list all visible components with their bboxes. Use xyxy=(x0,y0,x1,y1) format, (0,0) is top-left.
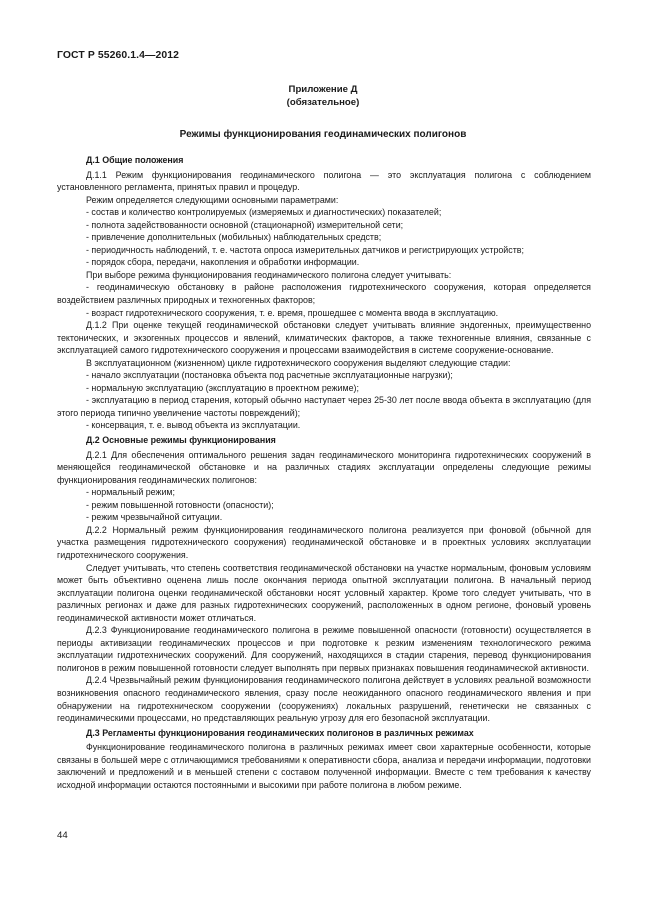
paragraph: Д.1.2 При оценке текущей геодинамической обстановки следует учитывать влияние эндогенных, преимущественно тектонических, и экзогенных процессов и явлений, климатических факторов, а также техногенные влияния, связанные с эксплуатацией самого гидротехнического сооружения и процессами взаимодействия в системе сооружение-основание. xyxy=(57,320,591,356)
paragraph: Режим определяется следующими основными параметрами: xyxy=(86,194,339,205)
paragraph: Д.2.3 Функционирование геодинамического полигона в режиме повышенной опасности (готовности) осуществляется в периоды активизации геодинамических процессов и при подготовке к резким изменениям технологического режима эксплуатации гидротехнических сооружений. Для сооружений, находящихся в стадии старения, перевод функционирования полигонов в режим повышенной готовности следует выполнять при первых признаках повышения геодинамической активности. xyxy=(57,625,591,673)
paragraph: Д.1.1 Режим функционирования геодинамического полигона — это эксплуатация полигона с соблюдением установленного регламента, принятых правил и процедур. xyxy=(57,169,591,193)
list-item: - начало эксплуатации (постановка объекта под расчетные эксплуатационные нагрузки); xyxy=(86,370,453,381)
list-item: - периодичность наблюдений, т. е. частота опроса измерительных датчиков и регистрирующих устройств; xyxy=(86,244,524,255)
document-header: ГОСТ Р 55260.1.4—2012 xyxy=(57,50,179,61)
section-heading-d1: Д.1 Общие положения xyxy=(86,155,184,165)
list-item: - привлечение дополнительных (мобильных) наблюдательных средств; xyxy=(86,232,382,243)
list-item: - полнота задействованности основной (стационарной) измерительной сети; xyxy=(86,219,404,230)
list-item: - режим повышенной готовности (опасности); xyxy=(86,499,274,510)
list-item: - состав и количество контролируемых (измеряемых и диагностических) показателей; xyxy=(86,207,442,218)
paragraph: Д.2.4 Чрезвычайный режим функционирования геодинамического полигона действует в условиях реальной возможности возникновения опасного геодинамического явления, сразу после неожиданного опасного геодинамического явления и при обнаружении на гидротехническом сооружении (сооружениях) локальных разрушений, генетически не связанных с геодинамическими процессами, но представляющих реальную угрозу для его безопасной эксплуатации. xyxy=(57,675,591,724)
section-heading-d2: Д.2 Основные режимы функционирования xyxy=(86,435,276,446)
section-heading-d3: Д.3 Регламенты функционирования геодинамических полигонов в различных режимах xyxy=(86,727,474,738)
annex-status: (обязательное) xyxy=(286,96,360,108)
page-number: 44 xyxy=(57,830,68,841)
paragraph: Д.2.1 Для обеспечения оптимального решения задач геодинамического мониторинга гидротехнических сооружений в меняющейся геодинамической обстановке и на различных стадиях эксплуатации определены следующие режимы функционирования геодинамических полигонов: xyxy=(57,449,591,485)
annex-main-title: Режимы функционирования геодинамических полигонов xyxy=(179,129,467,140)
paragraph: В эксплуатационном (жизненном) цикле гидротехнического сооружения выделяют следующие стадии: xyxy=(86,357,511,368)
list-item: - нормальную эксплуатацию (эксплуатацию в проектном режиме); xyxy=(86,382,359,393)
annex-heading xyxy=(0,84,646,109)
paragraph: Функционирование геодинамического полигона в различных режимах имеет свои характерные особенности, которые связаны в большей мере с отличающимися требованиями к оперативности сбора, анализа и передачи информации, подготовки заключений и предложений и в меньшей степени с составом полученной информации. Вместе с тем требования к качеству исходной информации остаются постоянными и высокими при работе полигона в любом режиме. xyxy=(57,742,591,790)
list-item: - геодинамическую обстановку в районе расположения гидротехнического сооружения, которая определяется воздействием различных природных и техногенных факторов; xyxy=(57,282,591,306)
annex-title: Приложение Д xyxy=(288,84,358,95)
list-item: - порядок сбора, передачи, накопления и обработки информации. xyxy=(86,257,360,268)
paragraph: При выборе режима функционирования геодинамического полигона следует учитывать: xyxy=(86,269,452,280)
list-item: - режим чрезвычайной ситуации. xyxy=(86,512,223,523)
document-body xyxy=(57,154,591,791)
paragraph: Следует учитывать, что степень соответствия геодинамической обстановки на участке нормальным, фоновым условиям может быть объективно оценена лишь после окончания периода опытной эксплуатации полигона. В начальный период эксплуатации полигона оценки геодинамической обстановки носят условный характер. Кроме того следует учитывать, что в различных регионах и даже для разных гидротехнических сооружений, расположенных в одном регионе, фоновый уровень геодинамической активности может отличаться. xyxy=(57,562,591,623)
list-item: - консервация, т. е. вывод объекта из эксплуатации. xyxy=(86,420,301,431)
list-item: - нормальный режим; xyxy=(86,487,175,498)
paragraph: Д.2.2 Нормальный режим функционирования геодинамического полигона реализуется при фоновой (обычной для участка размещения гидротехнического сооружения) геодинамической обстановке и в проектных условиях эксплуатации гидротехнического сооружения. xyxy=(57,524,591,560)
list-item: - эксплуатацию в период старения, который обычно наступает через 25-30 лет после ввода объекта в эксплуатацию (для этого периода типично увеличение частоты повреждений); xyxy=(57,395,591,418)
list-item: - возраст гидротехнического сооружения, т. е. время, прошедшее с момента ввода в эксплуатацию. xyxy=(86,307,499,318)
